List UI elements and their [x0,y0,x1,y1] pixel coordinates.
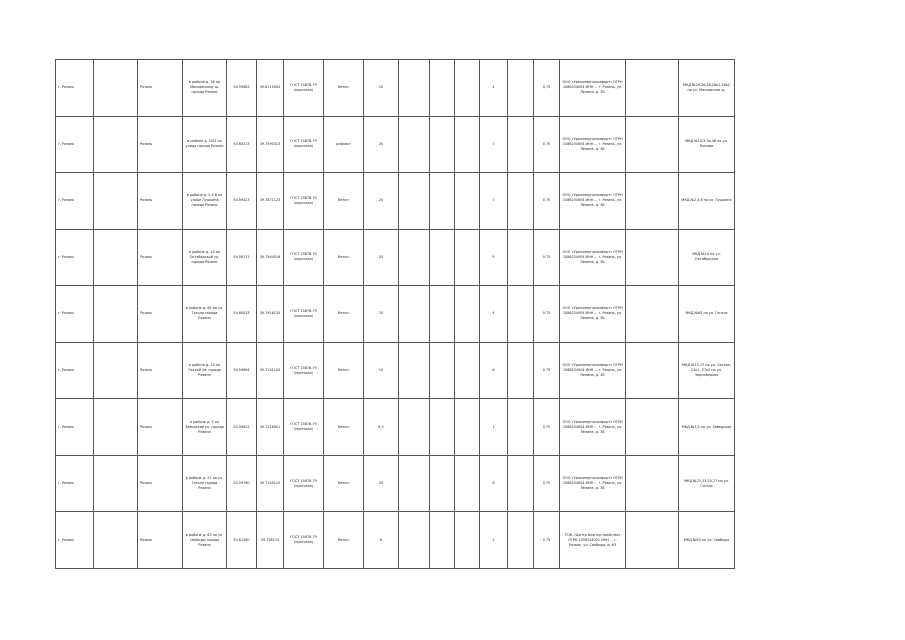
cell-empty [626,286,679,343]
cell-lon: 39.7564516 [257,229,284,286]
cell-area: 10 [364,342,399,399]
cell-location: в районе д. 63 по ул. Свободы города Рязани [183,512,227,569]
cell-volume: 0,75 [534,342,560,399]
cell-area: 10 [364,286,399,343]
cell-area: 25 [364,229,399,286]
cell-location: в районе д. 21 по ул. Гоголя города Рязани [183,455,227,512]
cell-owner: ООО «Уралэнергокомфорт» ОГРН 1086234004 ИНН ... г. Рязань, ул. Ленина, д. 3Б [560,455,626,512]
cell-owner: ООО «Уралэнергокомфорт» ОГРН 1086234004 ИНН ... г. Рязань, ул. Ленина, д. 3Б [560,286,626,343]
cell-empty [430,512,455,569]
table-row [56,286,735,343]
cell-empty [430,286,455,343]
cell-sources: МКД №24,26,28,28к1,28к2 по ул. Московское ш. [679,60,735,117]
cell-lon: 39.7145120 [257,455,284,512]
cell-city: г. Рязань [56,286,94,343]
cell-empty [626,229,679,286]
cell-empty [626,342,679,399]
cell-empty [430,173,455,230]
cell-empty [94,512,138,569]
cell-sources: МКД №14 по ул. Октябрьская [679,229,735,286]
table-row [56,116,735,173]
cell-city: г. Рязань [56,116,94,173]
cell-region: Рязань [138,399,183,456]
cell-surface: бетон [324,342,364,399]
table-row [56,342,735,399]
waste-sites-table [55,59,735,569]
cell-area: 6,5 [364,399,399,456]
cell-empty [508,60,534,117]
cell-doc: ГОСТ 15878-79 (протокол) [284,173,324,230]
cell-area: 24 [364,173,399,230]
cell-empty [508,399,534,456]
cell-location: в районе д. 65 по ул. Гоголя города Рязани [183,286,227,343]
cell-sources: МКД №3,5 по ул. Заводская [679,399,735,456]
cell-empty [430,342,455,399]
cell-count: 6 [480,342,508,399]
cell-area: 20 [364,455,399,512]
cell-lat: 54.60213 [227,116,257,173]
cell-empty [508,173,534,230]
cell-region: Рязань [138,173,183,230]
cell-empty [508,342,534,399]
cell-lon: 39.756110 [257,512,284,569]
cell-region: Рязань [138,342,183,399]
cell-volume: 0,75 [534,173,560,230]
cell-empty [94,60,138,117]
cell-lon: 39.6115002 [257,60,284,117]
cell-empty [399,399,430,456]
cell-doc: ГОСТ 15878-79 (протокол) [284,116,324,173]
cell-empty [94,116,138,173]
cell-empty [455,399,480,456]
cell-empty [508,286,534,343]
cell-owner: ООО «Уралэнергокомфорт» ОГРН 1086234004 ИНН ... г. Рязань, ул. Ленина, д. 3Б [560,229,626,286]
cell-lon: 39.7218901 [257,399,284,456]
cell-empty [399,60,430,117]
cell-volume: 0,75 [534,60,560,117]
cell-empty [455,286,480,343]
cell-area: 20 [364,116,399,173]
cell-region: Рязань [138,286,183,343]
cell-region: Рязань [138,116,183,173]
cell-region: Рязань [138,60,183,117]
cell-empty [399,229,430,286]
cell-volume: 0,75 [534,229,560,286]
cell-lat: 54.59864 [227,342,257,399]
cell-sources: МКД №10/3,3а,4б по ул. Быкова [679,116,735,173]
cell-empty [430,116,455,173]
cell-empty [399,342,430,399]
cell-location: в районе д. 26 по Московскому ш. города Рязани [183,60,227,117]
cell-empty [455,173,480,230]
cell-empty [626,399,679,456]
table-row [56,512,735,569]
cell-sources: МКД №65 по ул. Гоголя [679,286,735,343]
cell-doc: ГОСТ 15878-79 (протокол) [284,60,324,117]
cell-empty [94,229,138,286]
cell-owner: ООО «Уралэнергокомфорт» ОГРН 1086234004 ИНН ... г. Рязань, ул. Ленина, д. 3Б [560,60,626,117]
cell-sources: МКД №21,23,25,27 по ул. Гоголя [679,455,735,512]
cell-lon: 39.7151100 [257,342,284,399]
cell-empty [626,60,679,117]
cell-volume: 0,75 [534,512,560,569]
cell-city: г. Рязань [56,173,94,230]
cell-city: г. Рязань [56,455,94,512]
cell-empty [455,60,480,117]
cell-lat: 54.59423 [227,173,257,230]
cell-lat: 54.59682 [227,60,257,117]
cell-count: 7 [480,173,508,230]
cell-owner: ТСЖ «Центр Благоустройства» ОГРН 1056234001 ИНН ... г. Рязань, ул. Свободы, д. 63 [560,512,626,569]
cell-location: в районе д. 15 по Окской ул. города Рязани [183,342,227,399]
cell-empty [399,116,430,173]
cell-owner: ООО «Уралэнергокомфорт» ОГРН 1086234004 ИНН ... г. Рязань, ул. Ленина, д. 3Б [560,399,626,456]
cell-doc: ГОСТ 15878-79 (протокол) [284,229,324,286]
cell-lat: 54.59760 [227,455,257,512]
cell-city: г. Рязань [56,342,94,399]
cell-city: г. Рязань [56,399,94,456]
cell-empty [455,455,480,512]
cell-volume: 0,75 [534,286,560,343]
cell-empty [430,399,455,456]
cell-empty [94,455,138,512]
cell-doc: ГОСТ 15878-79 (протокол) [284,286,324,343]
table-row [56,399,735,456]
cell-empty [399,173,430,230]
cell-empty [626,173,679,230]
cell-region: Рязань [138,455,183,512]
cell-count: 4 [480,286,508,343]
cell-empty [399,512,430,569]
cell-surface: бетон [324,229,364,286]
cell-empty [430,60,455,117]
cell-city: г. Рязань [56,512,94,569]
cell-count: 1 [480,399,508,456]
cell-volume: 0,75 [534,116,560,173]
cell-surface: бетон [324,455,364,512]
cell-location: в районе д. 10/3 по улице города Рязани [183,116,227,173]
cell-count: 7 [480,116,508,173]
cell-region: Рязань [138,229,183,286]
cell-location: в районе д. 14 по Октябрьской ул. города Рязани [183,229,227,286]
cell-empty [508,116,534,173]
cell-sources: МКД №2,4,6 по ул. Пушкина [679,173,735,230]
cell-location: в районе д. 2,4,6 по улице Пушкина города Рязани [183,173,227,230]
cell-lat: 54.58171 [227,229,257,286]
cell-lon: 39.7916135 [257,286,284,343]
cell-surface: бетон [324,512,364,569]
cell-surface: бетон [324,399,364,456]
cell-empty [430,229,455,286]
cell-lon: 39.7871125 [257,173,284,230]
cell-owner: ООО «Уралэнергокомфорт» ОГРН 1086234004 ИНН ... г. Рязань, ул. Ленина, д. 3Б [560,116,626,173]
cell-sources: МКД №63 по ул. Свободы [679,512,735,569]
cell-area: 6 [364,512,399,569]
cell-city: г. Рязань [56,60,94,117]
cell-lat: 54.60033 [227,286,257,343]
cell-empty [455,342,480,399]
cell-empty [399,286,430,343]
cell-doc: ГОСТ 15878-79 (протокол) [284,455,324,512]
cell-city: г. Рязань [56,229,94,286]
table-row [56,60,735,117]
cell-empty [399,455,430,512]
cell-count: 6 [480,455,508,512]
cell-owner: ООО «Уралэнергокомфорт» ОГРН 1086234004 ИНН ... г. Рязань, ул. Ленина, д. 3Б [560,173,626,230]
cell-region: Рязань [138,512,183,569]
cell-empty [94,399,138,456]
cell-empty [455,512,480,569]
cell-lat: 54.61260 [227,512,257,569]
cell-doc: ГОСТ 15878-79 (протокол) [284,399,324,456]
cell-volume: 0,75 [534,399,560,456]
cell-count: 2 [480,512,508,569]
cell-empty [626,512,679,569]
cell-count: 9 [480,229,508,286]
cell-area: 10 [364,60,399,117]
cell-owner: ООО «Уралэнергокомфорт» ОГРН 1086234004 ИНН ... г. Рязань, ул. Ленина, д. 3Б [560,342,626,399]
cell-lon: 39.7590313 [257,116,284,173]
cell-doc: ГОСТ 15878-79 (протокол) [284,342,324,399]
cell-empty [455,116,480,173]
cell-volume: 0,75 [534,455,560,512]
cell-empty [508,229,534,286]
cell-surface: асфальт [324,116,364,173]
cell-empty [94,173,138,230]
cell-empty [94,286,138,343]
cell-doc: ГОСТ 15878-79 (протокол) [284,512,324,569]
cell-empty [626,455,679,512]
cell-surface: бетон [324,60,364,117]
cell-surface: бетон [324,286,364,343]
cell-empty [455,229,480,286]
cell-empty [508,512,534,569]
cell-count: 4 [480,60,508,117]
cell-location: в районе д. 3 по Заводской ул. города Рязани [183,399,227,456]
cell-surface: бетон [324,173,364,230]
cell-empty [94,342,138,399]
cell-sources: МКД №15,17 по ул. Окская, 21к1, 27к2 по ул. Черновицкая [679,342,735,399]
cell-empty [430,455,455,512]
table-row [56,229,735,286]
cell-lat: 54.59622 [227,399,257,456]
cell-empty [508,455,534,512]
cell-empty [626,116,679,173]
table-row [56,455,735,512]
table-row [56,173,735,230]
